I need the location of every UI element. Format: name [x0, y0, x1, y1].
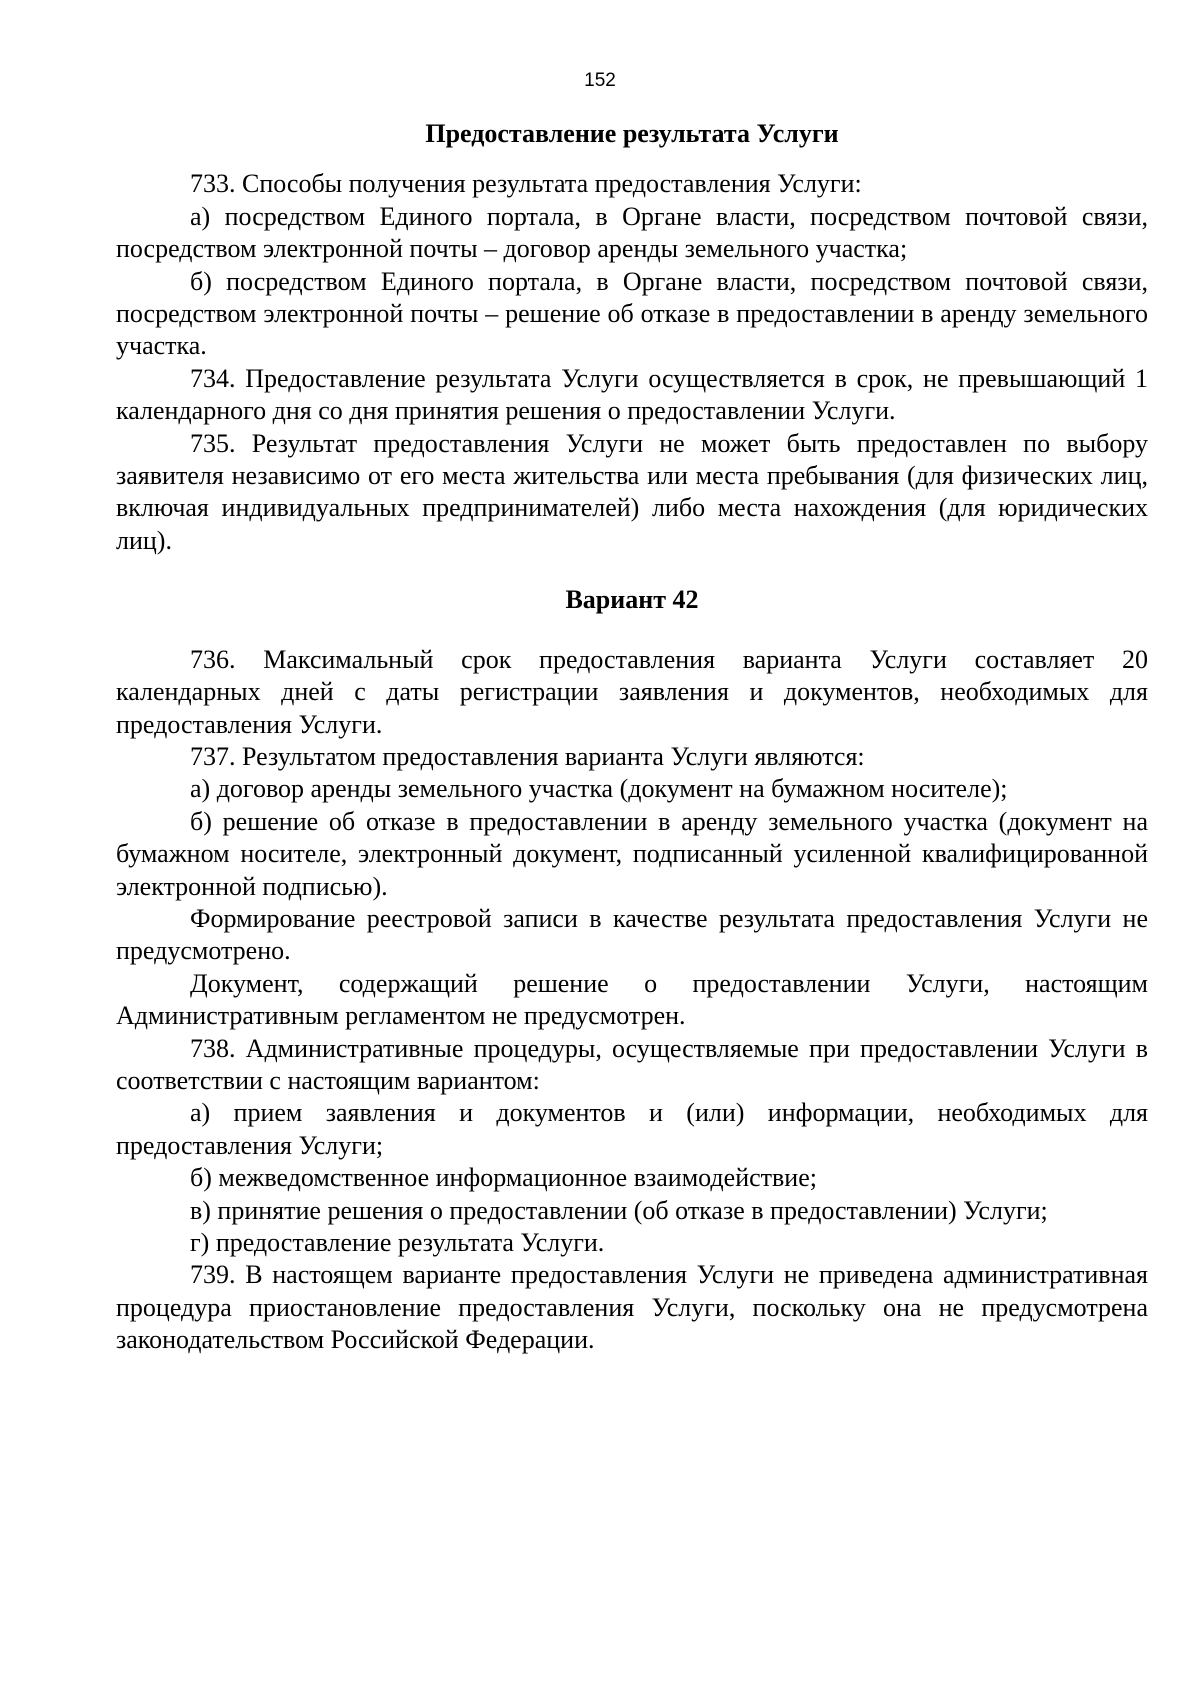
paragraph-738-v: в) принятие решения о предоставлении (об отказе в предоставлении) Услуги; [190, 1195, 1048, 1225]
paragraph-734: 734. Предоставление результата Услуги осуществляется в срок, не превышающий 1 календарного дня со дня принятия решения о предоставлении Услуги. [116, 363, 1148, 426]
paragraph-736: 736. Максимальный срок предоставления варианта Услуги составляет 20 календарных дней с даты регистрации заявления и документов, необходимых для предоставления Услуги. [116, 644, 1148, 739]
page-number: 152 [584, 70, 616, 91]
paragraph-733-b: б) посредством Единого портала, в Органе власти, посредством почтовой связи, посредством электронной почты – решение об отказе в предоставлении в аренду земельного участка. [116, 266, 1148, 361]
paragraph-738: 738. Административные процедуры, осуществляемые при предоставлении Услуги в соответствии с настоящим вариантом: [116, 1033, 1148, 1095]
paragraph-738-b: б) межведомственное информационное взаимодействие; [190, 1163, 817, 1193]
paragraph-733: 733. Способы получения результата предоставления Услуги: [190, 169, 862, 199]
paragraph-737: 737. Результатом предоставления варианта Услуги являются: [190, 741, 865, 771]
document-body [116, 118, 1148, 1357]
section-heading-variant-42: Вариант 42 [565, 585, 699, 615]
paragraph-733-a: а) посредством Единого портала, в Органе власти, посредством почтовой связи, посредством электронной почты – договор аренды земельного участка; [116, 201, 1148, 264]
section-heading-result: Предоставление результата Услуги [425, 119, 839, 148]
paragraph-registry-record: Формирование реестровой записи в качестве результата предоставления Услуги не предусмотрено. [116, 903, 1148, 966]
paragraph-738-g: г) предоставление результата Услуги. [190, 1228, 605, 1257]
paragraph-737-b: б) решение об отказе в предоставлении в аренду земельного участка (документ на бумажном носителе, электронный документ, подписанный усиленной квалифицированной электронной подписью). [116, 806, 1148, 901]
paragraph-737-a: а) договор аренды земельного участка (документ на бумажном носителе); [190, 774, 1008, 804]
paragraph-739: 739. В настоящем варианте предоставления Услуги не приведена административная процедура приостановление предоставления Услуги, поскольку она не предусмотрена законодательством Российской Федерации. [116, 1260, 1148, 1355]
paragraph-decision-document: Документ, содержащий решение о предоставлении Услуги, настоящим Административным регламентом не предусмотрен. [116, 968, 1148, 1031]
paragraph-735: 735. Результат предоставления Услуги не может быть предоставлен по выбору заявителя независимо от его места жительства или места пребывания (для физических лиц, включая индивидуальных предпринимателей) либо места нахождения (для юридических лиц). [116, 428, 1148, 555]
paragraph-738-a: а) прием заявления и документов и (или) информации, необходимых для предоставления Услуги; [116, 1098, 1148, 1160]
